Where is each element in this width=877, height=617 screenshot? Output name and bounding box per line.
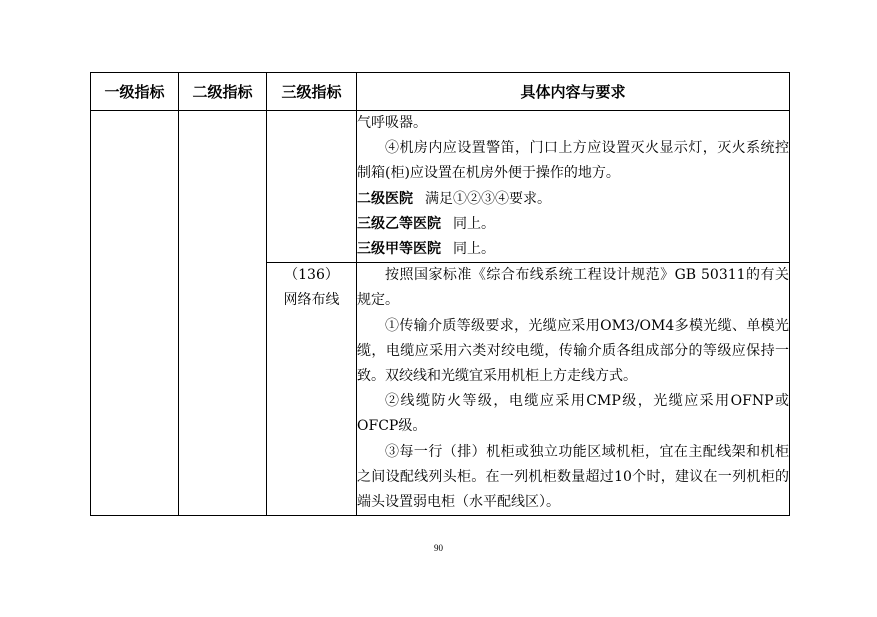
level-requirement [357, 212, 789, 237]
level-label: 二级医院 [357, 190, 413, 207]
content-paragraph: ①传输介质等级要求，光缆应采用OM3/OM4多模光缆、单模光缆，电缆应采用六类对绞电缆，传输介质各组成部分的等级应保持一致。双绞线和光缆宜采用机柜上方走线方式。 [357, 317, 789, 385]
level-text: 同上。 [453, 215, 495, 232]
table-row [91, 111, 790, 263]
content-paragraph: ④机房内应设置警笛，门口上方应设置灭火显示灯，灭火系统控制箱(柜)应设置在机房外便于操作的地方。 [357, 140, 789, 182]
level-label: 三级甲等医院 [357, 241, 441, 258]
header-content: 具体内容与要求 [357, 73, 790, 111]
header-level2: 二级指标 [179, 73, 267, 111]
content-cell [357, 263, 790, 516]
level-text: 满足①②③④要求。 [425, 190, 551, 207]
indicator-number: （136） [284, 267, 339, 284]
spec-table [90, 72, 790, 516]
content-paragraph: 按照国家标准《综合布线系统工程设计规范》GB 50311的有关规定。 [357, 267, 789, 309]
indicator-name: 网络布线 [283, 292, 340, 309]
content-paragraph: ③每一行（排）机柜或独立功能区域机柜，宜在主配线架和机柜之间设配线列头柜。在一列机柜数量超过10个时，建议在一列机柜的端头设置弱电柜（水平配线区）。 [357, 443, 789, 511]
header-level3: 三级指标 [267, 73, 357, 111]
level-text: 同上。 [453, 241, 495, 258]
level-requirement [357, 187, 789, 212]
content-paragraph: ②线缆防火等级，电缆应采用CMP级，光缆应采用OFNP或OFCP级。 [357, 393, 789, 435]
content-cell [357, 111, 790, 263]
content-line: 气呼吸器。 [357, 115, 427, 131]
level-label: 三级乙等医院 [357, 215, 441, 232]
level-requirement [357, 237, 789, 262]
header-level1: 一级指标 [91, 73, 179, 111]
page-number: 90 [434, 543, 443, 553]
level3-cell [267, 263, 357, 516]
level2-cell [179, 111, 267, 516]
level1-cell [91, 111, 179, 516]
header-row [91, 73, 790, 111]
level3-cell-empty [267, 111, 357, 263]
